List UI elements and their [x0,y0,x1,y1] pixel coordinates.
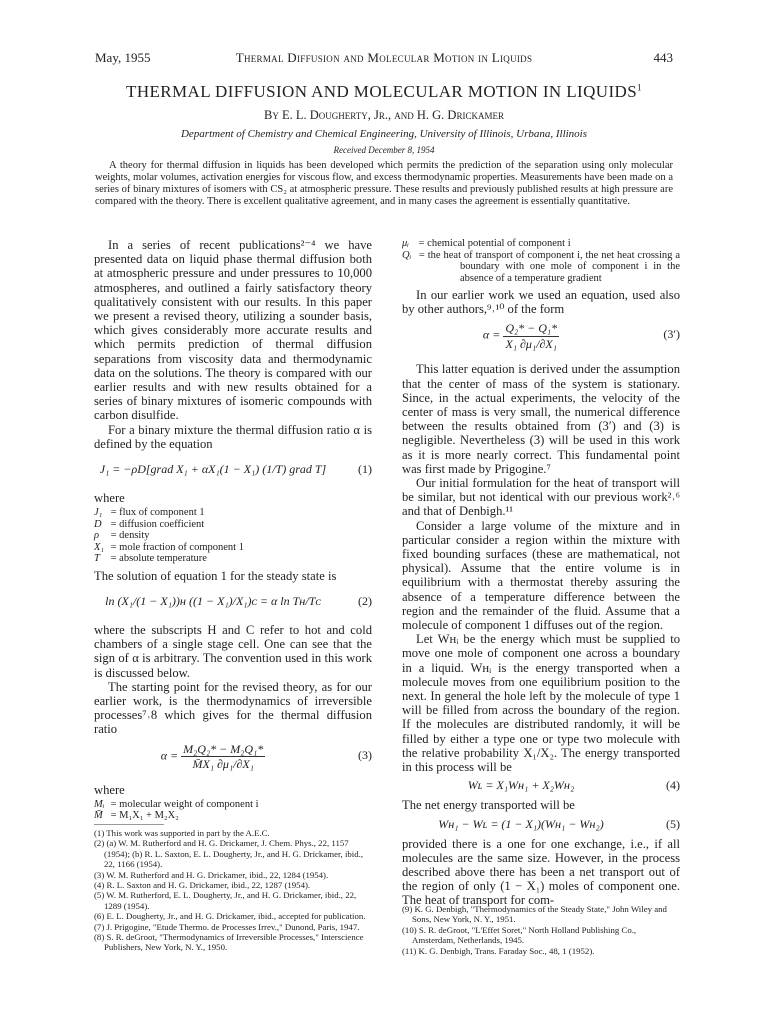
paragraph: where [94,782,125,797]
footnote: (8) S. R. deGroot, "Thermodynamics of Irreversible Processes," Interscience Publishers, New York, N. Y., 1950. [94,932,364,953]
definition-list [94,799,372,822]
definition-symbol: T [94,553,100,565]
paragraph: Let Wʜᵢ be the energy which must be supplied to move one mole of component one across a boundary in a liquid. Wʜᵢ is the energy transported when a molecule moves from one equilibrium position to the next. In general the hole left by the molecule of type 1 will be filled from across the boundary of the region. If the molecules are distributed randomly, it will be filled by either a type one or type two molecule with the relative probability X₁/X₂. The energy transported in this process will be [402,632,680,775]
definition-item [94,519,372,531]
definition-symbol: J₁ [94,507,103,519]
definition-text: = mole fraction of component 1 [110,541,244,553]
definition-item [94,553,372,565]
footnotes-right [402,904,680,956]
definition-list [94,507,372,565]
paragraph: where [94,491,125,506]
definition-item [94,507,372,519]
footnote-rule [94,824,164,825]
definition-item [402,238,680,250]
running-header [95,50,673,68]
equation-body: Wʜ₁ − Wʟ = (1 − X₁)(Wʜ₁ − Wʜ₂) [438,816,604,831]
equation-2 [94,588,372,618]
definition-list [402,238,680,284]
footnote: (5) W. M. Rutherford, E. L. Dougherty, Jr., and H. G. Drickamer, ibid., 22, 1289 (1954). [94,890,357,911]
paragraph: The solution of equation 1 for the steady state is [94,568,337,583]
paragraph: The net energy transported will be [402,798,575,813]
footnote: (6) E. L. Dougherty, Jr., and H. G. Drickamer, ibid., accepted for publication. [94,911,366,922]
header-running-title: Thermal Diffusion and Molecular Motion in Liquids [235,50,533,65]
equation-body: Wʟ = X₁Wʜ₁ + X₂Wʜ₂ [467,778,575,793]
abstract: A theory for thermal diffusion in liquids has been developed which permits the prediction of the separation using only molecular weights, molar volumes, activation energies for viscous flow, and excess thermodynamic properties. Measurements have been made on a series of binary mixtures of isomers with CS₂ at atmospheric pressure. These results and previously published results at high pressure are compared with the theory. There is excellent qualitative agreement, and in many cases the agreement is essentially quantitative. [95,160,673,207]
denominator: M̄X₁ ∂μ₁/∂X₁ [192,756,254,771]
definition-item [94,810,372,822]
footnote: (4) R. L. Saxton and H. G. Drickamer, ibid., 22, 1287 (1954). [94,880,311,891]
definition-symbol: ρ [94,530,100,542]
definition-symbol: M̄ [94,810,103,822]
equation-4 [402,776,680,796]
footnote: (1) This work was supported in part by the A.E.C. [94,828,270,838]
footnote: (7) J. Prigogine, "Etude Thermo. de Processes Irrev.," Dunond, Paris, 1947. [94,921,360,932]
fraction [503,321,559,350]
header-date: May, 1955 [95,50,151,65]
article-title [95,82,673,102]
definition-text: = the heat of transport of component i, the net heat crossing a boundary with one mole of component i in the absence of a temperature gradient [418,249,680,284]
definition-text: = density [110,530,150,542]
definition-text: = chemical potential of component i [418,238,571,249]
footnote: (2) (a) W. M. Rutherford and H. G. Drickamer, J. Chem. Phys., 22, 1157 (1954); (b) R. L. Saxton, E. L. Dougherty, Jr., and H. G. Drickamer, ibid., 22, 1166 (1954). [94,838,364,870]
numerator: M₂Q₂* − M₂Q₁* [183,741,264,756]
left-column [94,238,372,826]
definition-text: = diffusion coefficient [110,518,205,530]
definition-text: = molecular weight of component i [110,798,259,810]
equation-number: (5) [666,816,680,831]
definition-item [402,250,680,285]
right-column [402,238,680,908]
equation-1 [94,456,372,486]
affiliation: Department of Chemistry and Chemical Engineering, University of Illinois, Urbana, Illinois [180,128,588,140]
equation-3-prime [402,321,680,357]
footnote: (10) S. R. deGroot, "L'Effet Soret," North Holland Publishing Co., Amsterdam, Netherlands, 1945. [402,924,637,946]
author-line [95,108,673,123]
paragraph: Consider a large volume of the mixture and in particular consider a region within the mixture with fixed bounding surfaces (these are mathematical, not physical). Assume that the entire volume is in equilibrium with a thermostat thereby assuring the absence of a temperature difference between the region and the remainder of the fluid. Assume that a molecule of component 1 diffuses out of the region. [402,518,680,633]
definition-text: = M₁X₁ + M₂X₂ [110,810,179,822]
definition-symbol: μᵢ [402,238,409,249]
definition-item [94,530,372,542]
equation-body: ln (X₁/(1 − X₁))ʜ ((1 − X₁)/X₁)ᴄ = α ln Tʜ/Tᴄ [105,593,321,608]
definition-item [94,799,372,811]
equation-body: J₁ = −ρD[grad X₁ + αX₁(1 − X₁) (1/T) grad T] [99,462,327,477]
received-date: Received December 8, 1954 [333,145,435,155]
equation-number: (4) [666,778,680,793]
definition-symbol: D [94,518,102,530]
footnotes-left [94,824,372,953]
definition-text: = absolute temperature [110,553,207,565]
definition-text: = flux of component 1 [110,507,205,519]
paragraph: In our earlier work we used an equation, used also by other authors,⁹˒¹⁰ of the form [402,288,680,317]
definition-symbol: Qᵢ [402,249,412,261]
equation-body: α = $\frac{\text{Q₂* − Q₁*}}{\text{X₁ ∂μ₁/∂X₁}}$ [482,321,558,351]
page-number: 443 [653,50,673,65]
paragraph: Our initial formulation for the heat of transport will be similar, but not identical with our previous work²˒⁶ and that of Denbigh.¹¹ [402,476,680,519]
paragraph: This latter equation is derived under the assumption that the center of mass of the system is stationary. Since, in the actual experiments, the velocity of the center of mass is very small, the numerical difference between the results obtained from (3′) and (3) is negligible. Nevertheless (3) will be used in this work as it is more nearly correct. This fundamental point was first made by Prigogine.⁷ [402,362,680,476]
article-title-text: THERMAL DIFFUSION AND MOLECULAR MOTION IN LIQUIDS [126,82,638,101]
equation-number: (3) [358,747,372,762]
equation-number: (2) [358,593,372,608]
title-footnote-mark: 1 [637,82,642,93]
equation-number: (1) [358,462,372,477]
paragraph: In a series of recent publications²⁻⁴ we have presented data on liquid phase thermal diffusion both at atmospheric pressure and under pressures to 10,000 atmospheres, and outlined a fairly satisfactory theory qualitatively consistent with our results. In this paper we present a revised theory, utilizing a sounder basis, which gives considerably more accurate results and which permits prediction of thermal diffusion separations from viscosity data and thermodynamic data on the solutions. The theory is compared with our earlier results and with new results obtained for a series of binary mixtures of isomeric compounds with carbon disulfide. [94,238,372,423]
equation-number: (3′) [663,327,680,342]
numerator: Q₂* − Q₁* [505,321,558,336]
definition-symbol: Mᵢ [94,798,105,810]
author-names: By E. L. Dougherty, Jr., and H. G. Drickamer [264,108,504,122]
definition-item [94,542,372,554]
equation-body: α = $\frac{\text{M₂Q₂* − M₂Q₁*}}{\text{M̄X₁ ∂μ₁/∂X₁}}$ [160,741,264,771]
paragraph: For a binary mixture the thermal diffusion ratio α is defined by the equation [94,422,372,451]
denominator: X₁ ∂μ₁/∂X₁ [505,336,557,351]
fraction [181,742,265,771]
footnote: (11) K. G. Denbigh, Trans. Faraday Soc., 48, 1 (1952). [402,945,595,956]
definition-symbol: X₁ [94,541,105,553]
paragraph: provided there is a one for one exchange, i.e., if all molecules are the same size. However, in the process described above there has been a net transport out of the region of only (1 − X₁) moles of component one. The heat of transport for com- [402,836,680,908]
footnote: (3) W. M. Rutherford and H. G. Drickamer, ibid., 22, 1284 (1954). [94,869,329,880]
paragraph: The starting point for the revised theory, as for our earlier work, is the thermodynamics of irreversible processes⁷˒8 which gives for the thermal diffusion ratio [94,679,372,737]
paragraph: where the subscripts H and C refer to hot and cold chambers of a single stage cell. One can see that the sign of α is arbitrary. The convention used in this work is discussed below. [94,622,372,680]
footnote: (9) K. G. Denbigh, "Thermodynamics of the Steady State," John Wiley and Sons, New York, N. Y., 1951. [402,904,667,925]
equation-5 [402,815,680,835]
equation-3 [94,742,372,778]
